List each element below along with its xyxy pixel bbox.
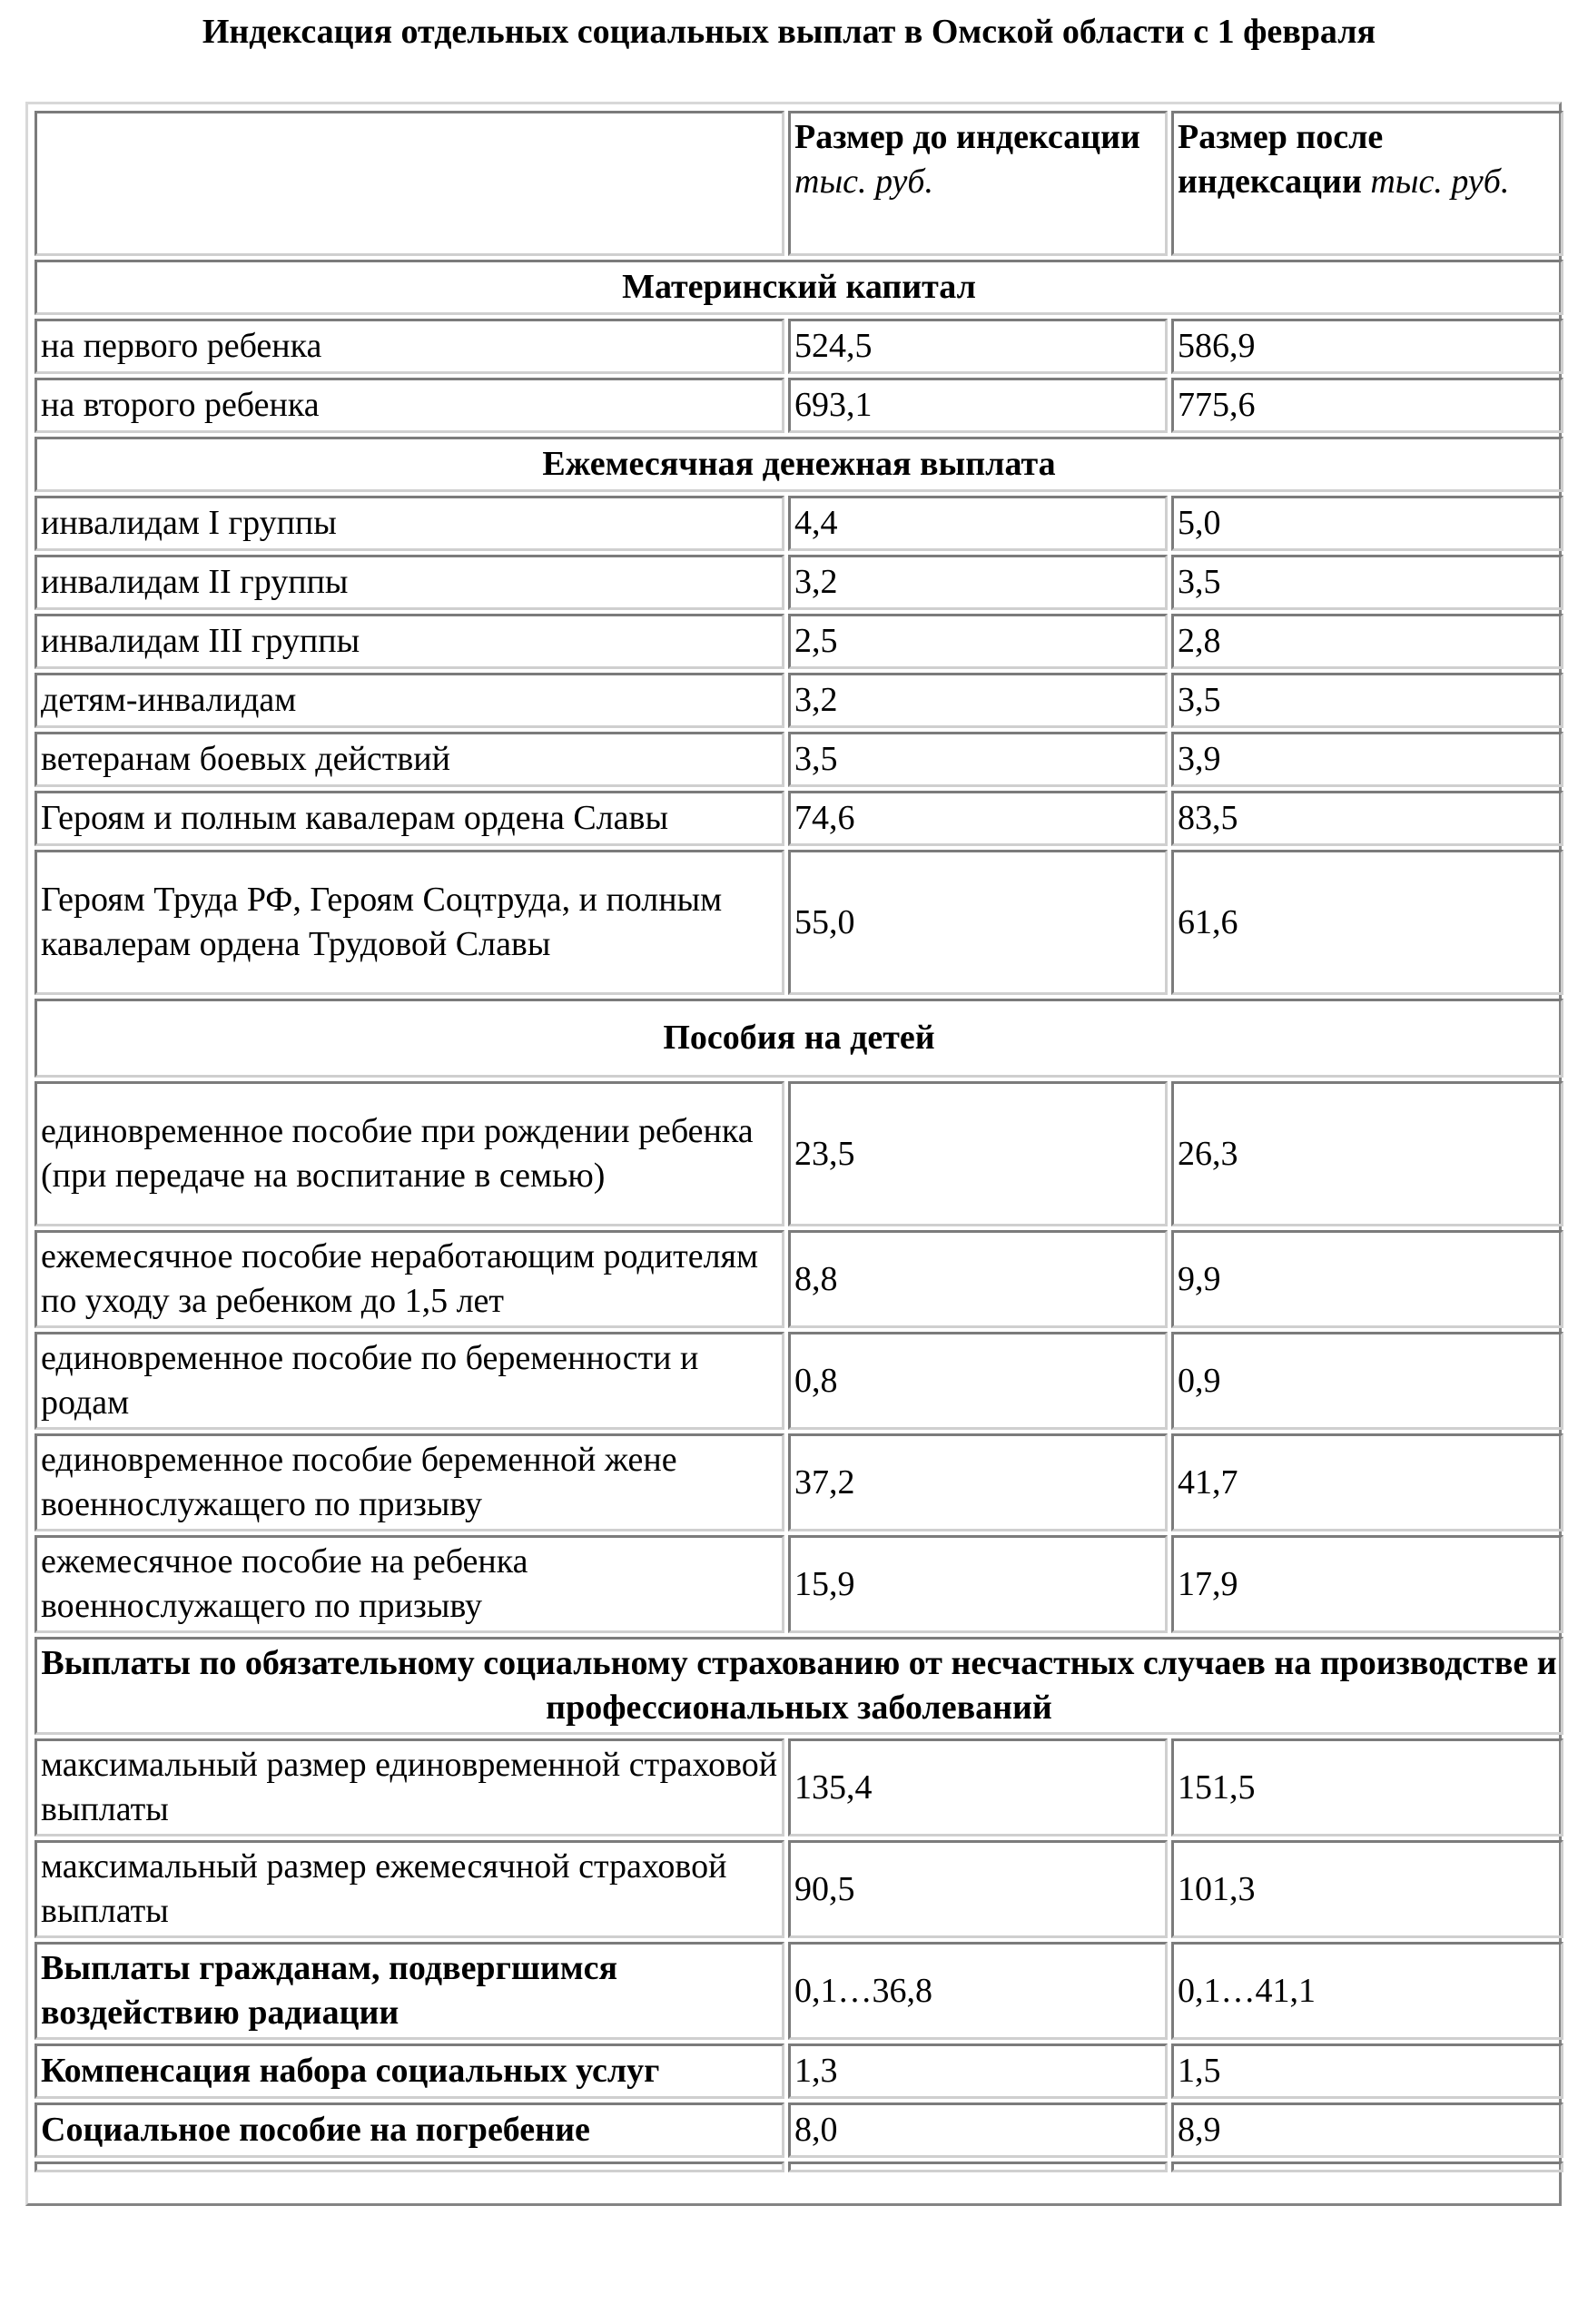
row-label: детям-инвалидам (35, 673, 784, 728)
row-label: единовременное пособие по беременности и родам (35, 1332, 784, 1430)
table-row (35, 614, 1563, 669)
header-before-label: Размер до индексации (794, 118, 1140, 156)
row-after-value: 61,6 (1171, 850, 1563, 995)
row-label: единовременное пособие беременной жене военнослужащего по призыву (35, 1433, 784, 1531)
row-label: инвалидам III группы (35, 614, 784, 669)
table-row (35, 1433, 1563, 1531)
empty-cell (35, 2162, 784, 2172)
row-before-value: 1,3 (788, 2043, 1168, 2099)
row-after-value: 9,9 (1171, 1230, 1563, 1328)
row-label: максимальный размер ежемесячной страховой выплаты (35, 1840, 784, 1938)
section-row (35, 999, 1563, 1078)
table-row (35, 555, 1563, 610)
table-row (35, 378, 1563, 433)
row-after-value: 83,5 (1171, 791, 1563, 846)
row-label: Социальное пособие на погребение (35, 2102, 784, 2158)
table-row (35, 791, 1563, 846)
row-before-value: 0,8 (788, 1332, 1168, 1430)
row-after-value: 17,9 (1171, 1535, 1563, 1633)
header-after-label: Размер после индексации (1178, 118, 1384, 201)
section-title: Выплаты по обязательному социальному страхованию от несчастных случаев на производстве и профессиональных заболеваний (35, 1637, 1563, 1735)
row-label: ежемесячное пособие на ребенка военнослужащего по призыву (35, 1535, 784, 1633)
row-label: инвалидам I группы (35, 496, 784, 551)
table-row (35, 850, 1563, 995)
indexation-table (25, 102, 1562, 2206)
row-before-value: 524,5 (788, 319, 1168, 374)
table-header-row (35, 111, 1563, 256)
table-row (35, 1535, 1563, 1633)
table-row (35, 1332, 1563, 1430)
table-row (35, 673, 1563, 728)
page-title: Индексация отдельных социальных выплат в Омской области с 1 февраля (202, 13, 1376, 51)
row-after-value: 151,5 (1171, 1738, 1563, 1837)
table-row (35, 2043, 1563, 2099)
row-before-value: 37,2 (788, 1433, 1168, 1531)
row-after-value: 0,1…41,1 (1171, 1942, 1563, 2040)
section-row (35, 260, 1563, 315)
row-after-value: 3,5 (1171, 555, 1563, 610)
row-label: на второго ребенка (35, 378, 784, 433)
row-label: Героям Труда РФ, Героям Соцтруда, и полным кавалерам ордена Трудовой Славы (35, 850, 784, 995)
table-row (35, 496, 1563, 551)
row-after-value: 41,7 (1171, 1433, 1563, 1531)
section-title: Пособия на детей (35, 999, 1563, 1078)
header-before-unit: тыс. руб. (794, 162, 934, 201)
table-row (35, 319, 1563, 374)
table-row (35, 1230, 1563, 1328)
row-after-value: 775,6 (1171, 378, 1563, 433)
header-before (788, 111, 1168, 256)
row-after-value: 101,3 (1171, 1840, 1563, 1938)
row-before-value: 0,1…36,8 (788, 1942, 1168, 2040)
row-after-value: 0,9 (1171, 1332, 1563, 1430)
empty-cell (788, 2162, 1168, 2172)
row-before-value: 693,1 (788, 378, 1168, 433)
table-row (35, 1738, 1563, 1837)
row-label: на первого ребенка (35, 319, 784, 374)
row-after-value: 3,5 (1171, 673, 1563, 728)
table-row (35, 1840, 1563, 1938)
header-after-unit: тыс. руб. (1370, 162, 1510, 201)
row-before-value: 2,5 (788, 614, 1168, 669)
row-after-value: 586,9 (1171, 319, 1563, 374)
row-before-value: 3,2 (788, 555, 1168, 610)
header-after (1171, 111, 1563, 256)
row-after-value: 5,0 (1171, 496, 1563, 551)
table-row (35, 1081, 1563, 1226)
row-label: ежемесячное пособие неработающим родителям по уходу за ребенком до 1,5 лет (35, 1230, 784, 1328)
row-label: Выплаты гражданам, подвергшимся воздействию радиации (35, 1942, 784, 2040)
row-before-value: 3,5 (788, 732, 1168, 787)
header-empty-cell (35, 111, 784, 256)
row-after-value: 2,8 (1171, 614, 1563, 669)
row-label: Героям и полным кавалерам ордена Славы (35, 791, 784, 846)
row-label: единовременное пособие при рождении ребенка (при передаче на воспитание в семью) (35, 1081, 784, 1226)
table-row (35, 1942, 1563, 2040)
row-label: ветеранам боевых действий (35, 732, 784, 787)
row-before-value: 90,5 (788, 1840, 1168, 1938)
section-title: Материнский капитал (35, 260, 1563, 315)
row-after-value: 8,9 (1171, 2102, 1563, 2158)
row-before-value: 4,4 (788, 496, 1168, 551)
section-title: Ежемесячная денежная выплата (35, 437, 1563, 492)
row-after-value: 26,3 (1171, 1081, 1563, 1226)
row-before-value: 8,8 (788, 1230, 1168, 1328)
row-before-value: 3,2 (788, 673, 1168, 728)
empty-cell (1171, 2162, 1563, 2172)
section-row (35, 1637, 1563, 1735)
table-row (35, 732, 1563, 787)
section-row (35, 437, 1563, 492)
row-label: максимальный размер единовременной страховой выплаты (35, 1738, 784, 1837)
row-before-value: 74,6 (788, 791, 1168, 846)
row-before-value: 23,5 (788, 1081, 1168, 1226)
row-label: Компенсация набора социальных услуг (35, 2043, 784, 2099)
table-row (35, 2102, 1563, 2158)
row-before-value: 15,9 (788, 1535, 1168, 1633)
table-row-empty (35, 2162, 1563, 2172)
row-before-value: 8,0 (788, 2102, 1168, 2158)
row-before-value: 135,4 (788, 1738, 1168, 1837)
row-label: инвалидам II группы (35, 555, 784, 610)
row-before-value: 55,0 (788, 850, 1168, 995)
row-after-value: 3,9 (1171, 732, 1563, 787)
row-after-value: 1,5 (1171, 2043, 1563, 2099)
